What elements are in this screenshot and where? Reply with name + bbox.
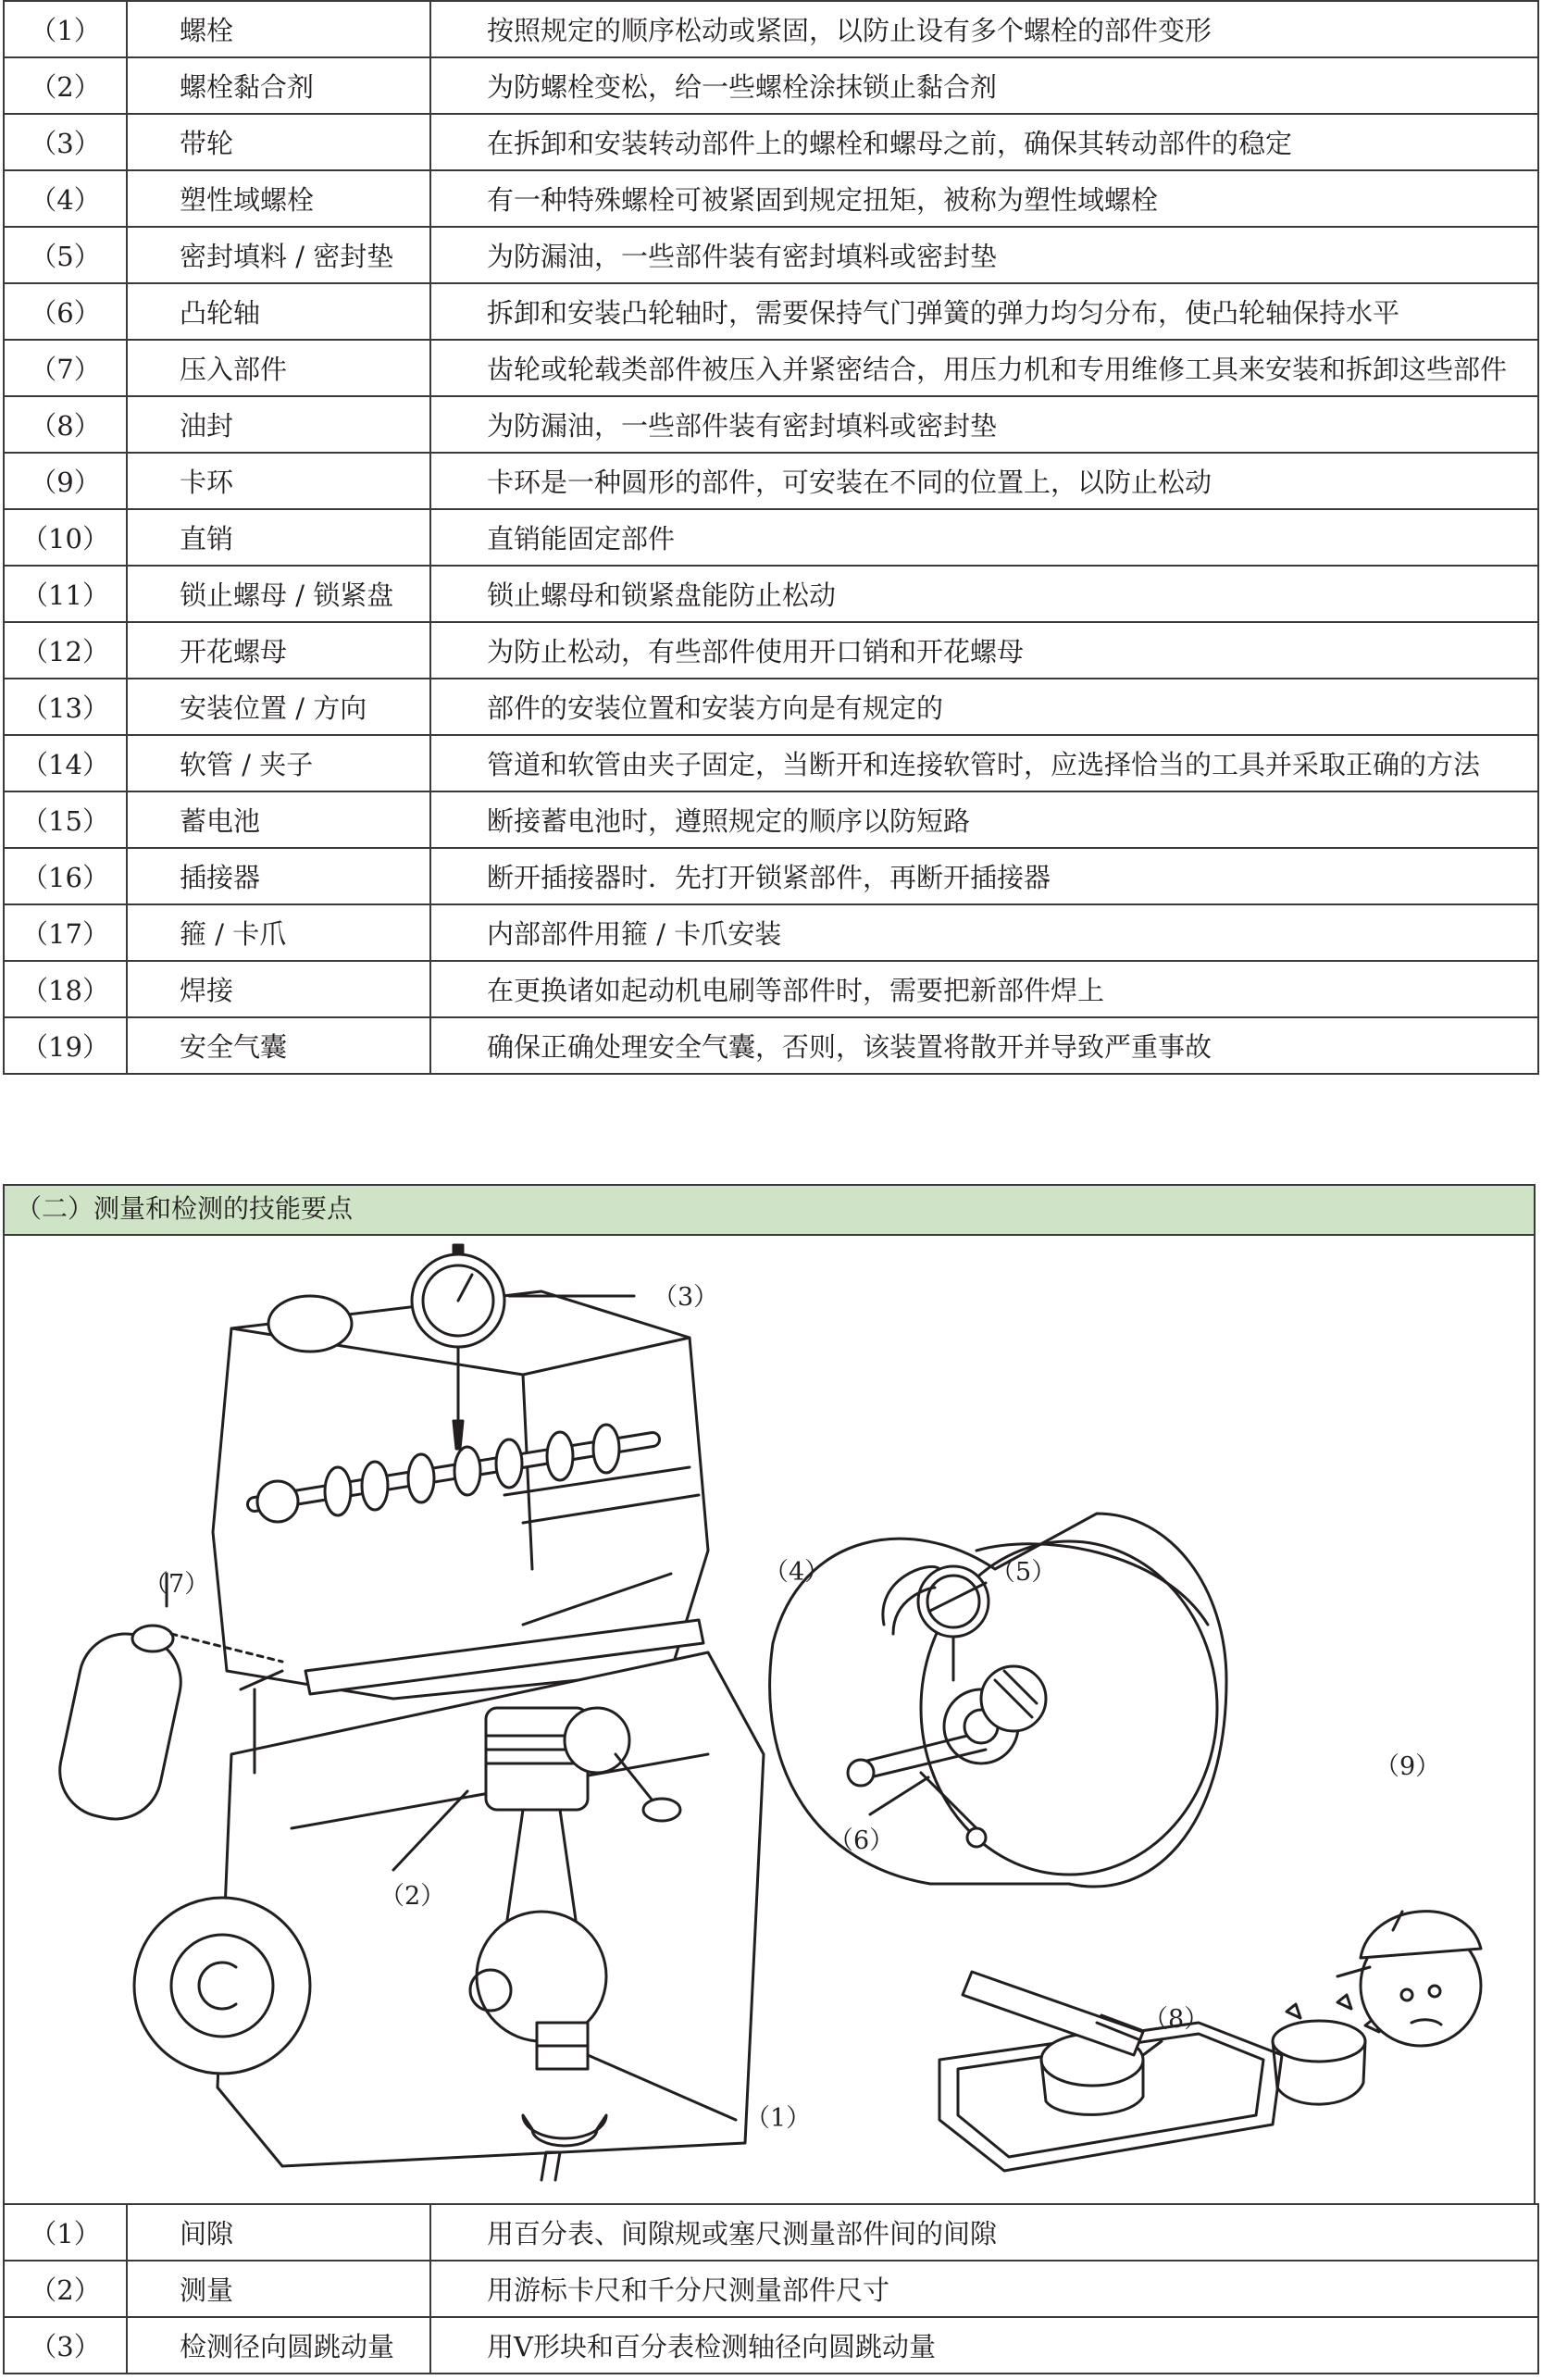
table-row	[4, 1017, 1538, 1074]
table-row	[4, 170, 1538, 227]
row-item: 锁止螺母 / 锁紧盘	[127, 566, 430, 622]
callout-4: （4）	[764, 1558, 830, 1587]
description-text: 内部部件用箍 / 卡爪安装	[487, 918, 782, 950]
row-number: （17）	[4, 904, 127, 961]
row-item: 箍 / 卡爪	[127, 904, 430, 961]
row-item: 检测径向圆跳动量	[127, 2317, 430, 2374]
table-row	[4, 396, 1538, 453]
description-text: 管道和软管由夹子固定，当断开和连接软管时，应选择恰当的工具并采取正确的方法	[487, 749, 1481, 780]
callout-5: （5）	[990, 1558, 1057, 1587]
row-item: 间隙	[127, 2204, 430, 2261]
row-item: 密封填料 / 密封垫	[127, 227, 430, 283]
row-item: 软管 / 夹子	[127, 735, 430, 791]
row-number: （1）	[4, 2204, 127, 2261]
callout-3: （3）	[653, 1283, 719, 1312]
row-number: （1）	[4, 1, 127, 57]
row-item: 带轮	[127, 114, 430, 170]
row-description	[430, 57, 1538, 114]
row-number: （7）	[4, 340, 127, 396]
table-row	[4, 57, 1538, 114]
row-item: 直销	[127, 509, 430, 566]
row-description	[430, 509, 1538, 566]
row-description	[430, 566, 1538, 622]
row-number: （14）	[4, 735, 127, 791]
callout-1: （1）	[745, 2104, 812, 2133]
callout-8: （8）	[1143, 2005, 1210, 2034]
row-number: （2）	[4, 57, 127, 114]
row-number: （13）	[4, 679, 127, 735]
row-description	[430, 2317, 1538, 2374]
row-item: 卡环	[127, 453, 430, 509]
table-row	[4, 1, 1538, 57]
row-number: （16）	[4, 848, 127, 904]
engine-diagram	[5, 1236, 1534, 2203]
row-number: （5）	[4, 227, 127, 283]
description-text: 齿轮或轮载类部件被压入并紧密结合，用压力机和专用维修工具来安装和拆卸这些部件	[487, 354, 1508, 385]
table-row	[4, 340, 1538, 396]
row-description	[430, 1017, 1538, 1074]
row-description	[430, 848, 1538, 904]
table-row	[4, 227, 1538, 283]
description-text: 拆卸和安装凸轮轴时，需要保持气门弹簧的弹力均匀分布，使凸轮轴保持水平	[487, 297, 1400, 329]
row-item: 压入部件	[127, 340, 430, 396]
row-description	[430, 227, 1538, 283]
description-text: 用游标卡尺和千分尺测量部件尺寸	[487, 2274, 890, 2306]
row-item: 开花螺母	[127, 622, 430, 679]
row-description	[430, 679, 1538, 735]
table-row	[4, 2261, 1538, 2317]
description-text: 有一种特殊螺栓可被紧固到规定扭矩，被称为塑性域螺栓	[487, 184, 1159, 216]
row-number: （12）	[4, 622, 127, 679]
description-text: 在拆卸和安装转动部件上的螺栓和螺母之前，确保其转动部件的稳定	[487, 128, 1293, 159]
row-number: （9）	[4, 453, 127, 509]
row-number: （3）	[4, 2317, 127, 2374]
row-number: （10）	[4, 509, 127, 566]
row-item: 螺栓	[127, 1, 430, 57]
row-number: （4）	[4, 170, 127, 227]
description-text: 锁止螺母和锁紧盘能防止松动	[487, 579, 837, 611]
table-row	[4, 453, 1538, 509]
row-number: （3）	[4, 114, 127, 170]
table-row	[4, 2317, 1538, 2374]
row-number: （15）	[4, 791, 127, 848]
row-item: 安装位置 / 方向	[127, 679, 430, 735]
table-row	[4, 961, 1538, 1017]
row-description	[430, 2261, 1538, 2317]
row-number: （2）	[4, 2261, 127, 2317]
callout-6: （6）	[828, 1826, 895, 1855]
description-text: 用V形块和百分表检测轴径向圆跳动量	[487, 2331, 936, 2362]
engine-illustration	[3, 1236, 1536, 2203]
row-number: （8）	[4, 396, 127, 453]
row-description	[430, 170, 1538, 227]
row-number: （19）	[4, 1017, 127, 1074]
table-row	[4, 848, 1538, 904]
row-description	[430, 791, 1538, 848]
callout-9: （9）	[1374, 1752, 1441, 1781]
row-number: （18）	[4, 961, 127, 1017]
row-item: 插接器	[127, 848, 430, 904]
row-description	[430, 340, 1538, 396]
row-item: 测量	[127, 2261, 430, 2317]
description-text: 断接蓄电池时，遵照规定的顺序以防短路	[487, 805, 971, 837]
table-row	[4, 2204, 1538, 2261]
description-text: 为防止松动，有些部件使用开口销和开花螺母	[487, 636, 1025, 667]
callout-7: （7）	[143, 1570, 210, 1599]
row-number: （11）	[4, 566, 127, 622]
table-row	[4, 283, 1538, 340]
description-text: 在更换诸如起动机电刷等部件时，需要把新部件焊上	[487, 975, 1105, 1006]
row-description	[430, 114, 1538, 170]
table-row	[4, 509, 1538, 566]
procedure-table	[3, 0, 1539, 1075]
row-item: 油封	[127, 396, 430, 453]
description-text: 确保正确处理安全气囊，否则，该装置将散开并导致严重事故	[487, 1031, 1212, 1063]
table-row	[4, 791, 1538, 848]
row-item: 焊接	[127, 961, 430, 1017]
row-description	[430, 904, 1538, 961]
description-text: 为防漏油，一些部件装有密封填料或密封垫	[487, 410, 998, 442]
row-description	[430, 735, 1538, 791]
description-text: 断开插接器时．先打开锁紧部件，再断开插接器	[487, 862, 1051, 893]
row-item: 安全气囊	[127, 1017, 430, 1074]
description-text: 直销能固定部件	[487, 523, 676, 555]
row-item: 螺栓黏合剂	[127, 57, 430, 114]
table-row	[4, 904, 1538, 961]
row-description	[430, 453, 1538, 509]
description-text: 卡环是一种圆形的部件，可安装在不同的位置上，以防止松动	[487, 467, 1212, 498]
row-description	[430, 961, 1538, 1017]
row-item: 凸轮轴	[127, 283, 430, 340]
row-description	[430, 2204, 1538, 2261]
description-text: 为防螺栓变松，给一些螺栓涂抹锁止黏合剂	[487, 71, 998, 103]
section-heading: （二）测量和检测的技能要点	[3, 1184, 1536, 1236]
row-item: 塑性域螺栓	[127, 170, 430, 227]
row-description	[430, 1, 1538, 57]
description-text: 按照规定的顺序松动或紧固，以防止设有多个螺栓的部件变形	[487, 15, 1212, 46]
description-text: 部件的安装位置和安装方向是有规定的	[487, 692, 944, 724]
table-row	[4, 622, 1538, 679]
row-number: （6）	[4, 283, 127, 340]
description-text: 用百分表、间隙规或塞尺测量部件间的间隙	[487, 2218, 998, 2249]
row-description	[430, 283, 1538, 340]
measurement-table	[3, 2203, 1539, 2374]
table-row	[4, 566, 1538, 622]
description-text: 为防漏油，一些部件装有密封填料或密封垫	[487, 241, 998, 272]
row-item: 蓄电池	[127, 791, 430, 848]
callout-2: （2）	[379, 1882, 446, 1911]
table-row	[4, 735, 1538, 791]
table-row	[4, 114, 1538, 170]
row-description	[430, 622, 1538, 679]
row-description	[430, 396, 1538, 453]
table-row	[4, 679, 1538, 735]
